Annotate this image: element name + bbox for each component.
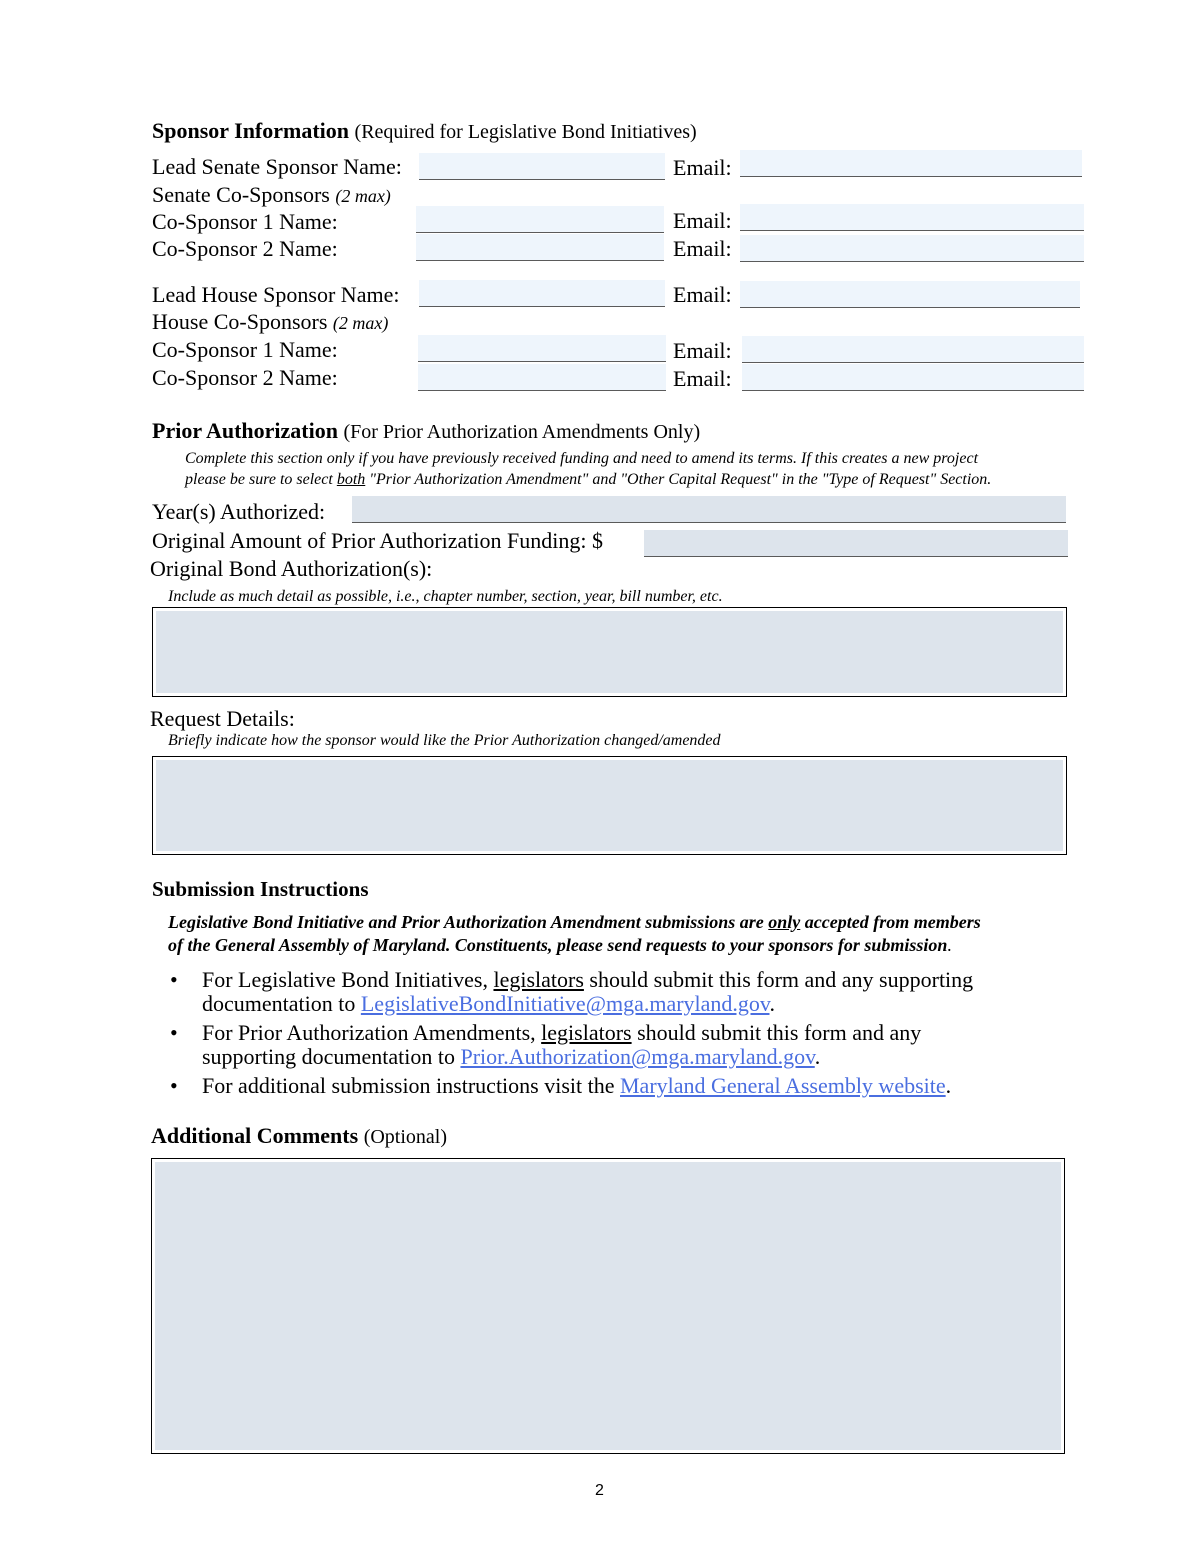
prior-section-title: Prior Authorization <box>152 418 338 443</box>
senate-cosponsor-1-email-label: Email: <box>673 208 732 233</box>
bullet-1-text-b: should submit this form and any supporting <box>583 967 974 992</box>
senate-cosponsor-2-email-label: Email: <box>673 236 732 261</box>
additional-comments-textarea[interactable] <box>151 1158 1065 1454</box>
request-details-textarea[interactable] <box>152 756 1067 855</box>
submission-bullet-prior-amendments <box>170 1021 973 1069</box>
house-cosponsor-1-name-field[interactable] <box>418 335 666 362</box>
bullet-3-period: . <box>945 1073 952 1098</box>
prior-note-line1: Complete this section only if you have previously received funding and need to amend its terms. If this creates a new project <box>185 450 979 467</box>
submission-notice-text-line2: of the General Assembly of Maryland. Constituents, please send requests to your sponsors for submission <box>168 935 948 955</box>
lead-senate-sponsor-label: Lead Senate Sponsor Name: <box>152 154 402 179</box>
senate-cosponsor-1-label: Co-Sponsor 1 Name: <box>152 209 338 234</box>
lead-house-sponsor-name-field[interactable] <box>419 280 665 307</box>
prior-section-subtitle: (For Prior Authorization Amendments Only) <box>343 421 701 443</box>
house-cosponsor-2-email-label: Email: <box>673 366 732 391</box>
bullet-icon: • <box>170 967 178 992</box>
bullet-1-text-a: For Legislative Bond Initiatives, <box>202 967 494 992</box>
submission-bullet-additional <box>170 1074 973 1098</box>
house-cosponsor-1-email-field[interactable] <box>742 336 1084 363</box>
senate-cosponsor-1-email-field[interactable] <box>740 204 1084 231</box>
submission-bullet-list <box>170 968 973 1103</box>
senate-cosponsors-note: (2 max) <box>335 186 391 206</box>
bond-authorization-label: Original Bond Authorization(s): <box>150 556 433 581</box>
submission-notice-text-a: Legislative Bond Initiative and Prior Authorization Amendment submissions are <box>168 912 769 932</box>
bullet-3-line1 <box>202 1074 973 1098</box>
senate-cosponsor-1-name-field[interactable] <box>416 206 664 233</box>
prior-note-text-c: "Prior Authorization Amendment" and "Other Capital Request" in the "Type of Request" Section. <box>365 471 992 488</box>
house-cosponsor-1-email-label: Email: <box>673 338 732 363</box>
bullet-1-text-c: documentation to <box>202 991 361 1016</box>
sponsor-section-title: Sponsor Information <box>152 118 350 143</box>
original-amount-label: Original Amount of Prior Authorization Funding: $ <box>152 528 603 553</box>
bullet-2-line2 <box>202 1045 973 1069</box>
lead-senate-email-label: Email: <box>673 155 732 180</box>
house-cosponsors-label: House Co-Sponsors <box>152 309 328 334</box>
bullet-1-legislators: legislators <box>493 967 584 992</box>
years-authorized-field[interactable] <box>352 496 1066 523</box>
submission-notice-text-b: accepted from members <box>800 912 981 932</box>
bullet-1-line1 <box>202 968 973 992</box>
bullet-3-text-a: For additional submission instructions visit the <box>202 1073 620 1098</box>
sponsor-section-subtitle: (Required for Legislative Bond Initiatives) <box>354 121 697 143</box>
submission-notice-only: only <box>768 912 801 932</box>
prior-note-line2 <box>185 471 991 489</box>
bullet-icon: • <box>170 1073 178 1098</box>
request-details-label: Request Details: <box>150 706 295 731</box>
submission-bullet-bond-initiatives <box>170 968 973 1016</box>
house-cosponsor-2-name-field[interactable] <box>418 364 666 391</box>
lead-house-sponsor-label: Lead House Sponsor Name: <box>152 282 400 307</box>
prior-note-text-a: please be sure to select <box>185 471 337 488</box>
comments-section-title: Additional Comments <box>151 1123 359 1148</box>
bullet-2-text-c: supporting documentation to <box>202 1044 461 1069</box>
bullet-1-line2 <box>202 992 973 1016</box>
lead-house-email-label: Email: <box>673 282 732 307</box>
senate-cosponsor-2-name-field[interactable] <box>416 234 664 261</box>
sponsor-section-heading <box>152 118 697 144</box>
prior-section-heading <box>152 418 700 444</box>
house-cosponsor-2-label: Co-Sponsor 2 Name: <box>152 365 338 390</box>
bullet-2-text-b: should submit this form and any <box>631 1020 922 1045</box>
submission-notice-period: . <box>947 935 952 955</box>
senate-cosponsor-2-email-field[interactable] <box>740 235 1084 262</box>
comments-section-heading <box>151 1123 447 1149</box>
house-cosponsor-2-email-field[interactable] <box>742 364 1084 391</box>
bond-initiative-email-link[interactable]: LegislativeBondInitiative@mga.maryland.gov <box>360 991 770 1016</box>
mga-website-link[interactable]: Maryland General Assembly website <box>620 1073 946 1098</box>
submission-notice-line2 <box>168 935 952 956</box>
house-cosponsors-note: (2 max) <box>332 313 389 333</box>
bullet-1-period: . <box>769 991 775 1016</box>
submission-section-title: Submission Instructions <box>152 877 369 901</box>
house-cosponsor-1-label: Co-Sponsor 1 Name: <box>152 337 338 362</box>
lead-senate-email-field[interactable] <box>740 150 1082 177</box>
comments-section-subtitle: (Optional) <box>363 1126 447 1148</box>
bullet-2-period: . <box>814 1044 821 1069</box>
bullet-icon: • <box>170 1020 178 1045</box>
lead-house-email-field[interactable] <box>740 281 1080 308</box>
bullet-2-legislators: legislators <box>541 1020 632 1045</box>
senate-cosponsor-2-label: Co-Sponsor 2 Name: <box>152 236 338 261</box>
prior-note-both: both <box>336 471 366 488</box>
bond-authorization-textarea[interactable] <box>152 607 1067 697</box>
bond-authorization-hint: Include as much detail as possible, i.e., chapter number, section, year, bill number, etc. <box>168 588 723 605</box>
bullet-2-text-a: For Prior Authorization Amendments, <box>202 1020 542 1045</box>
lead-senate-sponsor-name-field[interactable] <box>419 153 665 180</box>
house-cosponsors-heading <box>152 309 388 335</box>
page-number: 2 <box>595 1482 604 1499</box>
request-details-hint: Briefly indicate how the sponsor would like the Prior Authorization changed/amended <box>168 732 721 749</box>
senate-cosponsors-heading <box>152 182 391 208</box>
prior-authorization-email-link[interactable]: Prior.Authorization@mga.maryland.gov <box>460 1044 815 1069</box>
original-amount-field[interactable] <box>644 530 1068 557</box>
submission-notice-line1 <box>168 912 981 933</box>
years-authorized-label: Year(s) Authorized: <box>152 499 326 524</box>
bullet-2-line1 <box>202 1021 973 1045</box>
senate-cosponsors-label: Senate Co-Sponsors <box>152 182 330 207</box>
